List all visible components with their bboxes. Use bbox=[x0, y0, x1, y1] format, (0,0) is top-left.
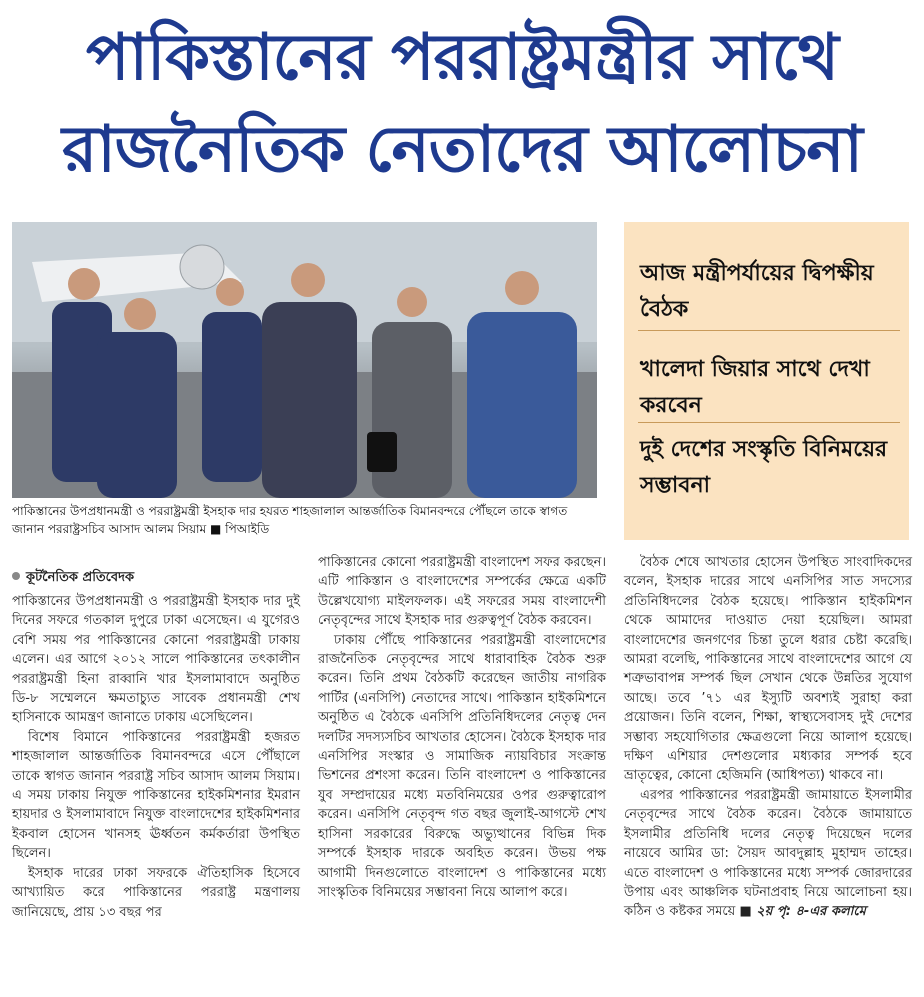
caption-separator: ■ bbox=[209, 522, 226, 536]
byline bbox=[12, 568, 134, 589]
highlight-divider bbox=[638, 330, 900, 331]
highlight-divider bbox=[638, 422, 900, 423]
continuation-marker: ■ ২য় পৃ: ৪-এর কলামে bbox=[739, 904, 866, 920]
news-photo bbox=[12, 222, 597, 498]
airport-arrival-illustration bbox=[12, 222, 597, 498]
paragraph: পাকিস্তানের উপপ্রধানমন্ত্রী ও পররাষ্ট্রমন্ত্রী ইসহাক দার দুই দিনের সফরে গতকাল দুপুরে ঢাকা এসেছেন। এ যুগেরও বেশি সময় পর পাকিস্তানের কোনো পররাষ্ট্রমন্ত্রী ঢাকায় এলেন। এর আগে ২০১২ সালে পাকিস্তানের তৎকালীন পররাষ্ট্রমন্ত্রী হিনা রাব্বানি খার ইসলামাবাদে অনুষ্ঠিত ডি-৮ সম্মেলনে ক্ষমতাচ্যুত সাবেক প্রধানমন্ত্রী শেখ হাসিনাকে আমন্ত্রণ জানাতে ঢাকায় এসেছিলেন। bbox=[12, 594, 300, 726]
byline-text: কূটনৈতিক প্রতিবেদক bbox=[26, 570, 135, 585]
paragraph: ঢাকায় পৌঁছে পাকিস্তানের পররাষ্ট্রমন্ত্রী বাংলাদেশের রাজনৈতিক নেতৃবৃন্দের সাথে ধারাবাহিক বৈঠক শুরু করেন। তিনি প্রথম বৈঠকটি করেছেন জাতীয় নাগরিক পার্টির (এনসিপি) নেতাদের সাথে। পাকিস্তান হাইকমিশনে অনুষ্ঠিত এ বৈঠকে এনসিপি প্রতিনিধিদলের নেতৃত্ব দেন দলটির সদস্যসচিব আখতার হোসেন। বৈঠকে ইসহাক দার এনসিপির সংস্কার ও সামাজিক ন্যায়বিচার সংক্রান্ত ভিশনের প্রশংসা করেন। তিনি বাংলাদেশ ও পাকিস্তানের যুব সম্প্রদায়ের মধ্যে মতবিনিময়ের ওপর গুরুত্বারোপ করেন। এনসিপি নেতৃবৃন্দ গত বছর জুলাই-আগস্টে শেখ হাসিনা সরকারের বিরুদ্ধে অভ্যুত্থানের বিভিন্ন দিক সম্পর্কে ইসহাক দারকে অবহিত করেন। উভয় পক্ষ আগামী দিনগুলোতে বাংলাদেশ ও পাকিস্তানের মধ্যে সাংস্কৃতিক বিনিময়ের সম্ভাবনা নিয়ে আলাপ করে। bbox=[318, 632, 606, 900]
highlight-item: খালেদা জিয়ার সাথে দেখা করবেন bbox=[640, 357, 870, 418]
article-column-2 bbox=[318, 553, 606, 902]
paragraph: ইসহাক দারের ঢাকা সফরকে ঐতিহাসিক হিসেবে আখ্যায়িত করে পাকিস্তানের পররাষ্ট্র মন্ত্রণালয় জানিয়েছে, প্রায় ১৩ বছর পর bbox=[12, 865, 300, 920]
headline-line-1: পাকিস্তানের পররাষ্ট্রমন্ত্রীর সাথে bbox=[85, 21, 839, 95]
photo-caption bbox=[12, 502, 602, 538]
continuation-text: ২য় পৃ: ৪-এর কলামে bbox=[756, 904, 866, 920]
article-column-3 bbox=[624, 553, 912, 922]
paragraph: বিশেষ বিমানে পাকিস্তানের পররাষ্ট্রমন্ত্রী হজরত শাহজালাল আন্তর্জাতিক বিমানবন্দরে এসে পৌঁছালে তাকে স্বাগত জানান পররাষ্ট্র সচিব আসাদ আলম সিয়াম। এ সময় ঢাকায় নিযুক্ত পাকিস্তানের হাইকমিশনার ইমরান হায়দার ও ইসলামাবাদে নিযুক্ত বাংলাদেশের হাইকমিশনার ইকবাল হোসেন খানসহ ঊর্ধ্বতন কর্মকর্তারা উপস্থিত ছিলেন। bbox=[12, 729, 300, 862]
highlight-item: দুই দেশের সংস্কৃতি বিনিময়ের সম্ভাবনা bbox=[640, 437, 888, 498]
caption-text: পাকিস্তানের উপপ্রধানমন্ত্রী ও পররাষ্ট্রমন্ত্রী ইসহাক দার হযরত শাহজালাল আন্তর্জাতিক বিমানবন্দরে পৌঁছলে তাকে স্বাগত জানান পররাষ্ট্রসচিব আসাদ আলম সিয়াম bbox=[12, 504, 568, 536]
byline-bullet-icon bbox=[12, 572, 20, 580]
paragraph bbox=[624, 786, 912, 922]
paragraph: পাকিস্তানের কোনো পররাষ্ট্রমন্ত্রী বাংলাদেশ সফর করছেন। এটি পাকিস্তান ও বাংলাদেশের সম্পর্কের ক্ষেত্রে একটি উল্লেখযোগ্য মাইলফলক। এই সফরের সময় বাংলাদেশী নেতৃবৃন্দের সাথে ইসহাক দার গুরুত্বপূর্ণ বৈঠক করবেন। bbox=[318, 555, 606, 629]
photo-credit: পিআইডি bbox=[225, 522, 270, 536]
paragraph: বৈঠক শেষে আখতার হোসেন উপস্থিত সাংবাদিকদের বলেন, ইসহাক দারের সাথে এনসিপির সাত সদস্যের প্রতিনিধিদলের বৈঠক হয়েছে। পাকিস্তান হাইকমিশন থেকে আমাদের দাওয়াত দেয়া হয়েছিল। আমরা বাংলাদেশের জনগণের চিন্তা তুলে ধরার চেষ্টা করেছি। আমরা বলেছি, পাকিস্তানের সাথে বাংলাদেশের আগে যে শত্রুভাবাপন্ন সম্পর্ক ছিল সেখান থেকে উন্নতির সুযোগ আছে। তবে ’৭১ এর ইস্যুটি অবশ্যই সুরাহা করা প্রয়োজন। তিনি বলেন, শিক্ষা, স্বাস্থ্যসেবাসহ দুই দেশের সম্ভাব্য সহযোগিতার ক্ষেত্রগুলো নিয়ে আলাপ হয়েছে। দক্ষিণ এশিয়ার দেশগুলোর মধ্যকার সম্পর্ক হবে ভ্রাতৃত্বের, কোনো হেজিমনি (আধিপত্য) থাকবে না। bbox=[624, 555, 912, 784]
article-column-1 bbox=[12, 592, 300, 922]
highlight-item: আজ মন্ত্রীপর্যায়ের দ্বিপক্ষীয় বৈঠক bbox=[640, 261, 874, 322]
headline-line-2: রাজনৈতিক নেতাদের আলোচনা bbox=[62, 113, 862, 187]
highlights-sidebar bbox=[624, 222, 909, 540]
paragraph-text: এরপর পাকিস্তানের পররাষ্ট্রমন্ত্রী জামায়াতে ইসলামীর নেতৃবৃন্দের সাথে বৈঠক করেন। বৈঠকে জামায়াতে ইসলামীর প্রতিনিধি দলের নেতৃত্ব দিয়েছেন দলের নায়েবে আমির ডা: সৈয়দ আবদুল্লাহ মুহাম্মদ তাহের। এতে বাংলাদেশ ও পাকিস্তানের মধ্যে সম্পর্ক জোরদারের উপায় এবং আঞ্চলিক ঘটনাপ্রবাহ নিয়ে আলোচনা হয়। কঠিন ও কষ্টকর সময়ে bbox=[624, 787, 912, 920]
